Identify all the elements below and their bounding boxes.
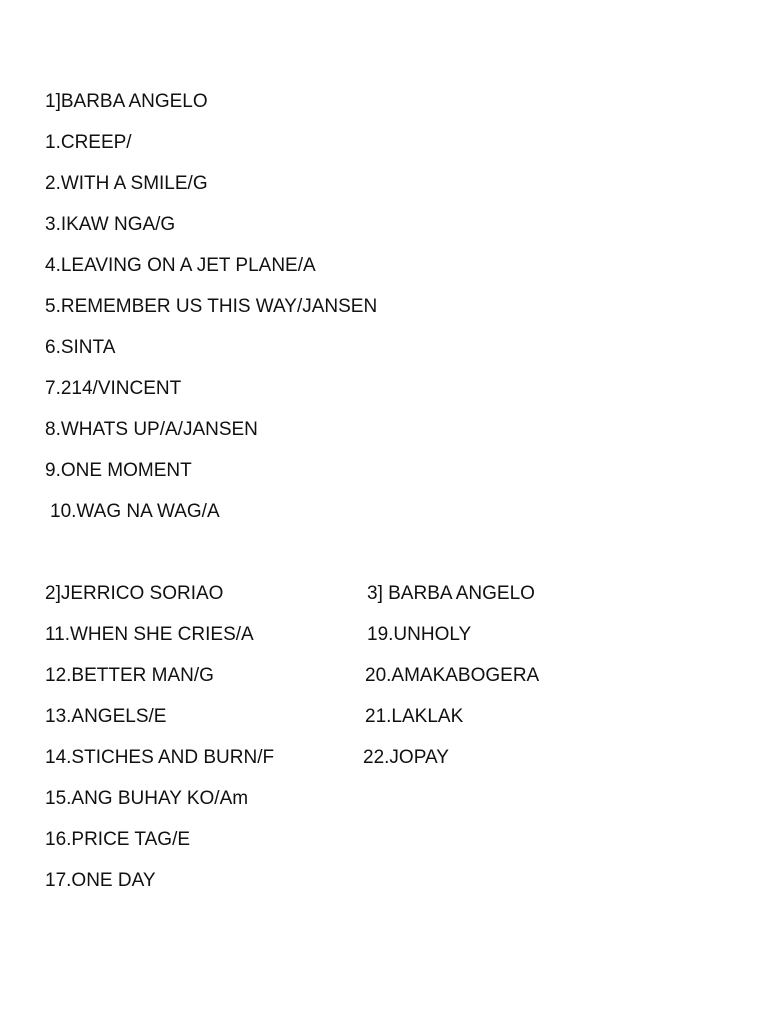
song-item: 1.CREEP/ — [45, 132, 132, 153]
song-item: 10.WAG NA WAG/A — [50, 501, 220, 522]
section-1-header: 1]BARBA ANGELO — [45, 91, 208, 112]
song-item: 16.PRICE TAG/E — [45, 829, 191, 850]
section-2-header: 2]JERRICO SORIAO — [45, 583, 224, 604]
song-item: 9.ONE MOMENT — [45, 460, 192, 481]
song-item: 21.LAKLAK — [365, 706, 464, 727]
song-item: 12.BETTER MAN/G — [45, 665, 214, 686]
song-item: 8.WHATS UP/A/JANSEN — [45, 419, 258, 440]
song-item: 15.ANG BUHAY KO/Am — [45, 788, 249, 809]
song-item: 4.LEAVING ON A JET PLANE/A — [45, 255, 316, 276]
song-item: 2.WITH A SMILE/G — [45, 173, 208, 194]
song-item: 13.ANGELS/E — [45, 706, 167, 727]
song-item: 17.ONE DAY — [45, 870, 156, 891]
song-item: 6.SINTA — [45, 337, 116, 358]
song-item: 20.AMAKABOGERA — [365, 665, 540, 686]
song-item: 11.WHEN SHE CRIES/A — [45, 624, 254, 645]
section-3-header: 3] BARBA ANGELO — [367, 583, 535, 604]
song-item: 22.JOPAY — [363, 747, 449, 768]
song-item: 5.REMEMBER US THIS WAY/JANSEN — [45, 296, 378, 317]
song-item: 14.STICHES AND BURN/F — [45, 747, 275, 768]
song-item: 19.UNHOLY — [367, 624, 472, 645]
song-item: 7.214/VINCENT — [45, 378, 182, 399]
song-item: 3.IKAW NGA/G — [45, 214, 176, 235]
